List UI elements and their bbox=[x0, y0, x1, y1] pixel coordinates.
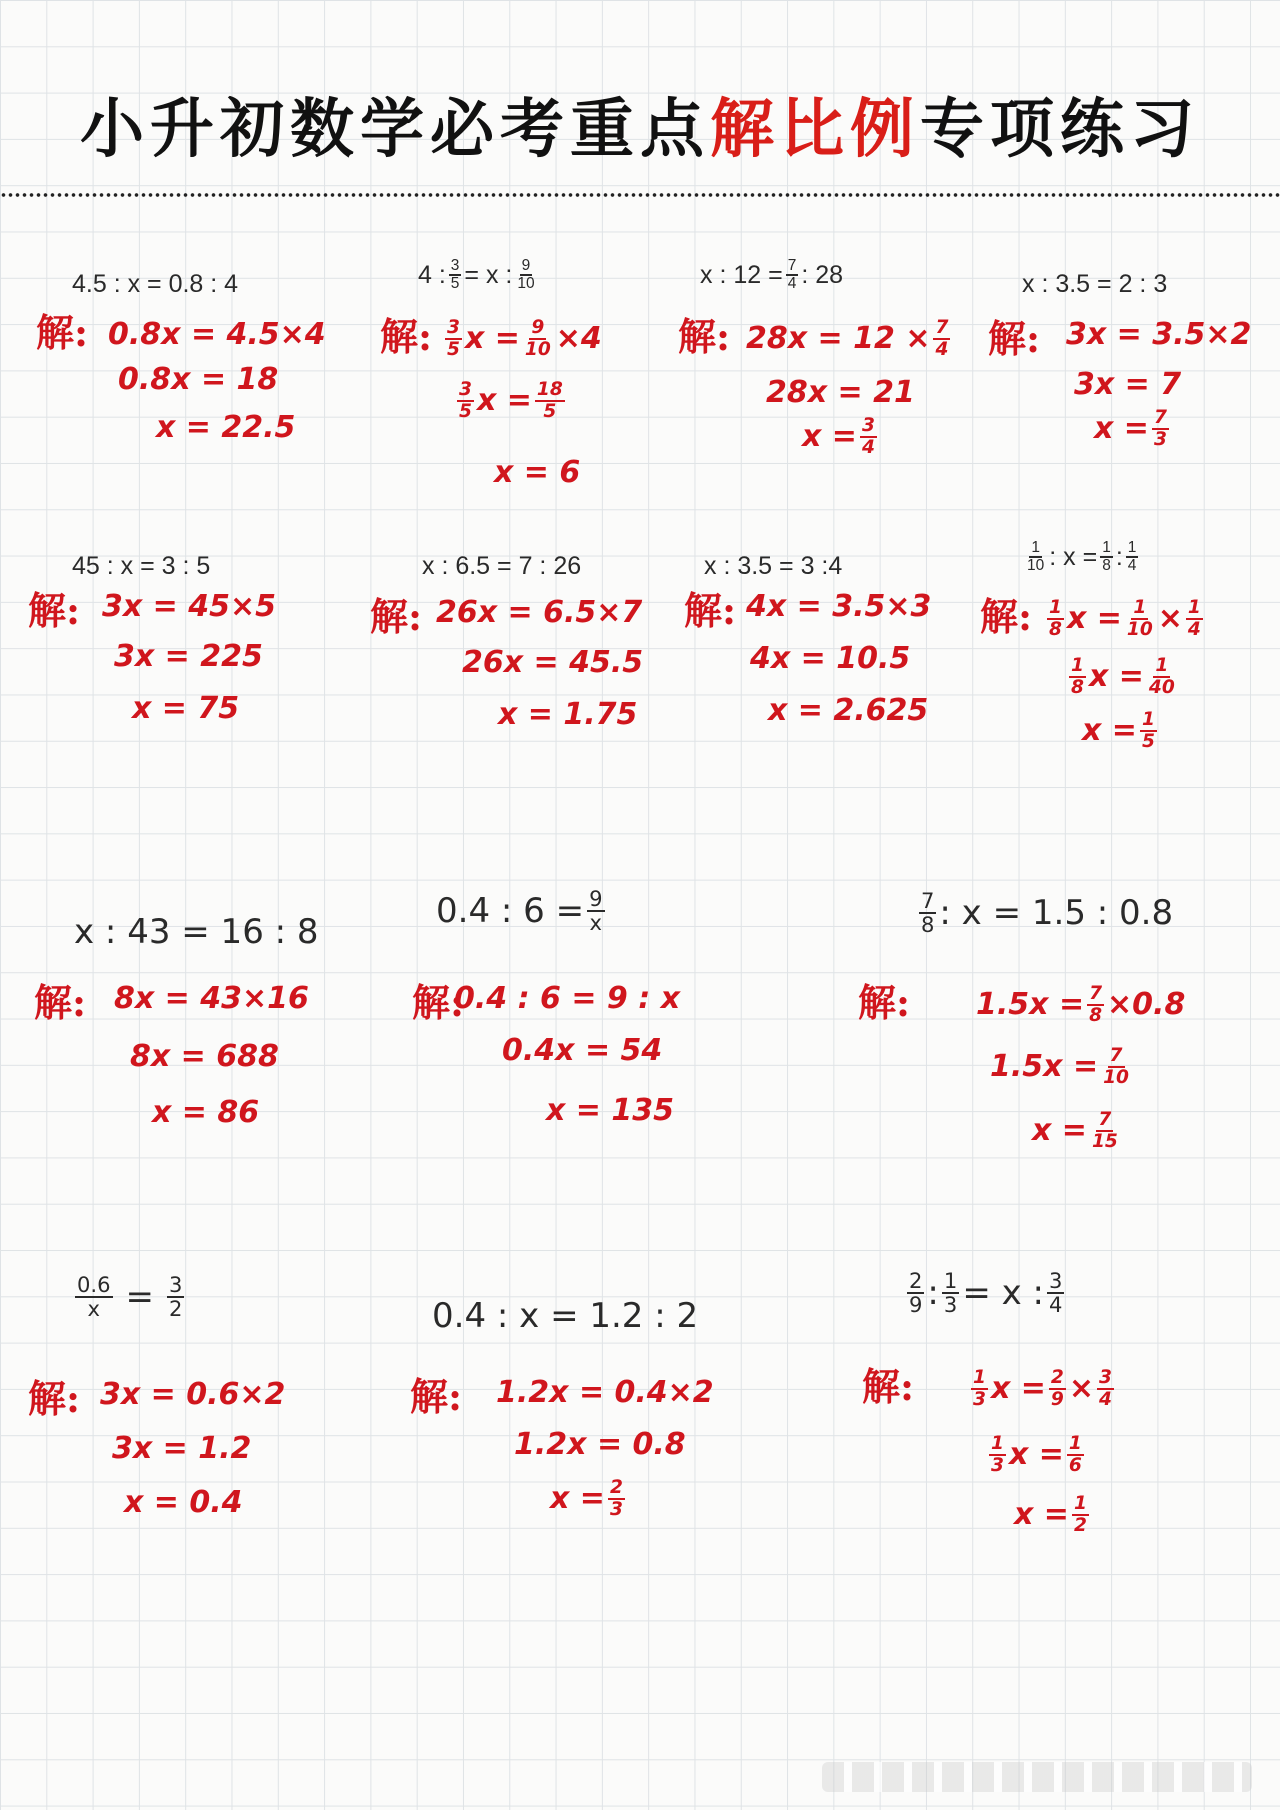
jie-label: 解: bbox=[28, 1376, 81, 1421]
question: $\frac{2}{9}$ : $\frac{1}{3}$ = x : $\frac{3}{4}$ bbox=[909, 1268, 1063, 1318]
question: x : 3.5 = 3 :4 bbox=[704, 552, 843, 580]
question: $\frac{7}{8}$ : x = 1.5 : 0.8 bbox=[921, 888, 1174, 938]
jie-label: 解: bbox=[862, 1364, 915, 1409]
page-title bbox=[0, 78, 1280, 170]
problem-13 bbox=[432, 1296, 698, 1336]
question: 4 : $\frac{3}{5}$ = x : $\frac{9}{10}$ bbox=[418, 257, 535, 293]
question: x : 12 = $\frac{7}{4}$ : 28 bbox=[700, 257, 844, 293]
step-2: 0.4x = 54 bbox=[502, 1033, 663, 1068]
title-part-1: 小升初数学必考重点 bbox=[80, 92, 710, 167]
question: $\frac{0.6}{x}$ = $\frac{3}{2}$ bbox=[77, 1272, 183, 1322]
step-3: x = 22.5 bbox=[156, 410, 296, 445]
problem-14 bbox=[904, 1270, 1067, 1316]
title-highlight: 解比例 bbox=[710, 92, 920, 167]
question: x : 3.5 = 2 : 3 bbox=[1022, 270, 1168, 298]
jie-label: 解: bbox=[988, 316, 1041, 361]
step-3: x = $\frac{7}{15}$ bbox=[1032, 1109, 1118, 1152]
step-2: 4x = 10.5 bbox=[750, 641, 911, 676]
problem-5 bbox=[72, 552, 210, 581]
problem-9 bbox=[74, 912, 319, 952]
step-1: 4x = 3.5×3 bbox=[746, 589, 932, 624]
step-1: 0.4 : 6 = 9 : x bbox=[454, 981, 681, 1016]
jie-label: 解: bbox=[370, 594, 423, 639]
jie-label: 解: bbox=[36, 310, 89, 355]
step-2: 3x = 225 bbox=[114, 639, 263, 674]
jie-label: 解: bbox=[980, 594, 1033, 639]
step-3: x = $\frac{1}{2}$ bbox=[1014, 1493, 1087, 1536]
step-3: x = $\frac{7}{3}$ bbox=[1094, 407, 1167, 450]
step-2: 1.5x = $\frac{7}{10}$ bbox=[990, 1045, 1129, 1088]
problem-2 bbox=[418, 258, 540, 293]
step-3: x = $\frac{2}{3}$ bbox=[550, 1477, 623, 1520]
step-1: 26x = 6.5×7 bbox=[436, 595, 643, 630]
step-3: x = 86 bbox=[152, 1095, 260, 1130]
jie-label: 解: bbox=[684, 588, 737, 633]
step-2: $\frac{1}{3}$ x = $\frac{1}{6}$ bbox=[991, 1433, 1082, 1476]
step-1: 3x = 45×5 bbox=[102, 589, 277, 624]
problem-4 bbox=[1022, 270, 1167, 299]
question: 0.4 : x = 1.2 : 2 bbox=[432, 1296, 699, 1336]
step-3: x = 1.75 bbox=[498, 697, 638, 732]
fraction: $\frac{9}{10}$ bbox=[517, 257, 535, 293]
step-1: $\frac{3}{5}$ x = $\frac{9}{10}$ ×4 bbox=[447, 317, 602, 360]
step-2: $\frac{3}{5}$ x = $\frac{18}{5}$ bbox=[459, 379, 563, 422]
step-1: 3x = 0.6×2 bbox=[100, 1377, 286, 1412]
jie-label: 解: bbox=[678, 314, 731, 359]
step-1: 1.2x = 0.4×2 bbox=[496, 1375, 714, 1410]
step-1: 0.8x = 4.5×4 bbox=[108, 317, 326, 352]
step-1: $\frac{1}{3}$ x = $\frac{2}{9}$ × $\frac{3}{4}$ bbox=[973, 1367, 1112, 1410]
problem-6 bbox=[422, 552, 581, 581]
step-1: 8x = 43×16 bbox=[114, 981, 309, 1016]
step-2: 26x = 45.5 bbox=[462, 645, 644, 680]
step-3: x = $\frac{3}{4}$ bbox=[802, 415, 875, 458]
jie-label: 解: bbox=[28, 588, 81, 633]
fraction: $\frac{3}{5}$ bbox=[450, 257, 460, 293]
question: x : 43 = 16 : 8 bbox=[74, 912, 319, 952]
question: $\frac{1}{10}$ : x = $\frac{1}{8}$ : $\frac{1}{4}$ bbox=[1027, 539, 1137, 575]
watermark-bar bbox=[822, 1762, 1252, 1792]
step-1: 28x = 12 × $\frac{7}{4}$ bbox=[746, 317, 949, 360]
step-3: x = 0.4 bbox=[124, 1485, 243, 1520]
question: 0.4 : 6 = $\frac{9}{x}$ bbox=[436, 886, 603, 936]
problem-3 bbox=[700, 258, 843, 293]
step-2: 3x = 7 bbox=[1074, 367, 1182, 402]
step-3: x = $\frac{1}{5}$ bbox=[1082, 709, 1155, 752]
step-2: 0.8x = 18 bbox=[118, 362, 279, 397]
step-2: 28x = 21 bbox=[766, 375, 915, 410]
step-2: $\frac{1}{8}$ x = $\frac{1}{40}$ bbox=[1071, 655, 1175, 698]
problem-12 bbox=[72, 1274, 187, 1320]
problem-8 bbox=[1022, 540, 1141, 575]
jie-label: 解: bbox=[34, 980, 87, 1025]
question: 4.5 : x = 0.8 : 4 bbox=[72, 270, 239, 298]
dotted-divider bbox=[0, 192, 1280, 198]
step-2: 1.2x = 0.8 bbox=[514, 1427, 686, 1462]
question: x : 6.5 = 7 : 26 bbox=[422, 552, 582, 580]
problem-7 bbox=[704, 552, 842, 581]
problem-10 bbox=[436, 888, 608, 934]
jie-label: 解: bbox=[380, 314, 433, 359]
problem-1 bbox=[72, 270, 238, 299]
step-1: 3x = 3.5×2 bbox=[1066, 317, 1252, 352]
step-1: $\frac{1}{8}$ x = $\frac{1}{10}$ × $\frac{1}{4}$ bbox=[1049, 597, 1201, 640]
step-2: 3x = 1.2 bbox=[112, 1431, 252, 1466]
step-3: x = 2.625 bbox=[768, 693, 929, 728]
step-3: x = 6 bbox=[494, 455, 581, 490]
jie-label: 解: bbox=[858, 980, 911, 1025]
jie-label: 解: bbox=[412, 980, 465, 1025]
step-3: x = 75 bbox=[132, 691, 240, 726]
title-part-2: 专项练习 bbox=[920, 92, 1200, 167]
step-2: 8x = 688 bbox=[130, 1039, 279, 1074]
problem-11 bbox=[916, 890, 1173, 936]
question: 45 : x = 3 : 5 bbox=[72, 552, 211, 580]
step-1: 1.5x = $\frac{7}{8}$ ×0.8 bbox=[976, 983, 1186, 1026]
jie-label: 解: bbox=[410, 1374, 463, 1419]
step-3: x = 135 bbox=[546, 1093, 674, 1128]
